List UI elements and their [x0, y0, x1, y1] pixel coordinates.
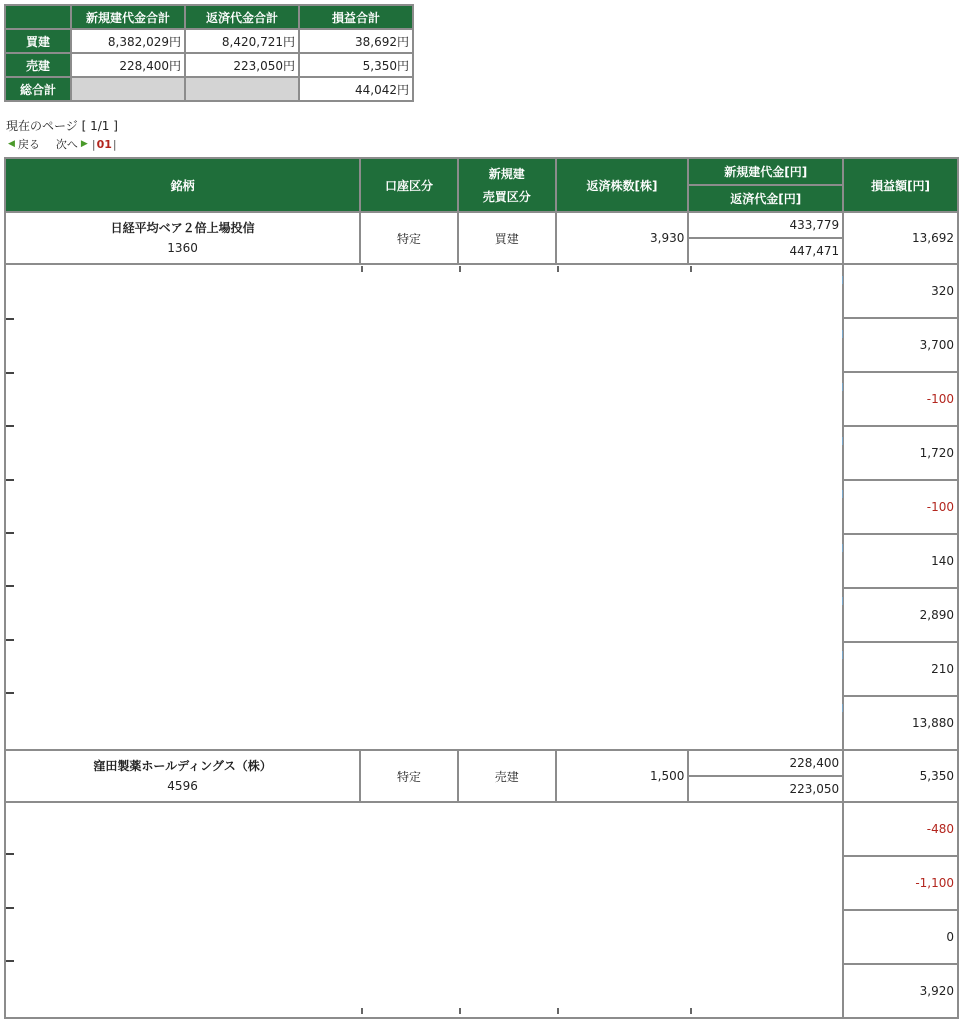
- prev-arrow-icon[interactable]: ◀: [8, 139, 15, 149]
- repay-amount: 223,050: [688, 776, 843, 802]
- pager-separator: |: [91, 137, 96, 151]
- header-side-bottom: 売買区分: [482, 190, 531, 204]
- pager: [8, 136, 117, 152]
- row-marker: [6, 639, 14, 641]
- summary-row-sell: [5, 53, 413, 77]
- column-tick: [361, 266, 363, 272]
- column-tick: [557, 266, 559, 272]
- row-marker: [6, 372, 14, 374]
- account-type: 特定: [360, 212, 458, 264]
- row-marker: [6, 960, 14, 962]
- trade-side: 買建: [458, 212, 556, 264]
- column-tick: [557, 1008, 559, 1014]
- column-tick: [459, 1008, 461, 1014]
- new-amount: 228,400: [688, 750, 843, 776]
- cell-marker: [842, 490, 843, 498]
- position-row: [5, 212, 958, 238]
- table-header-row: [5, 158, 958, 185]
- header-pl: 損益額[円]: [843, 158, 958, 212]
- repay-amount: 447,471: [688, 238, 843, 264]
- detail-pl: 210: [843, 642, 958, 696]
- summary-new-total: 8,382,029円: [71, 29, 185, 53]
- cell-marker: [842, 330, 843, 338]
- row-marker: [6, 479, 14, 481]
- summary-grand-blank: [71, 77, 185, 101]
- summary-row-label: 買建: [5, 29, 71, 53]
- summary-pl-total: 5,350円: [299, 53, 413, 77]
- cell-marker: [842, 383, 843, 391]
- detail-area: [5, 802, 843, 1018]
- header-stock: 銘柄: [5, 158, 360, 212]
- column-tick: [459, 266, 461, 272]
- detail-pl: -480: [843, 802, 958, 856]
- row-marker: [6, 853, 14, 855]
- detail-pl: 0: [843, 910, 958, 964]
- summary-header-new-total: 新規建代金合計: [71, 5, 185, 29]
- stock-code: 1360: [167, 241, 198, 255]
- summary-grand-blank: [185, 77, 299, 101]
- summary-header-repay-total: 返済代金合計: [185, 5, 299, 29]
- header-account: 口座区分: [360, 158, 458, 212]
- trade-side: 売建: [458, 750, 556, 802]
- summary-header-row: [5, 5, 413, 29]
- cell-marker: [842, 704, 843, 712]
- detail-pl: 1,720: [843, 426, 958, 480]
- cell-marker: [842, 437, 843, 445]
- header-new-amount: 新規建代金[円]: [688, 158, 843, 185]
- header-side: [458, 158, 556, 212]
- stock-cell: [5, 212, 360, 264]
- detail-pl: -100: [843, 372, 958, 426]
- detail-pl: 2,890: [843, 588, 958, 642]
- detail-pl: 13,880: [843, 696, 958, 750]
- profit-loss: 5,350: [843, 750, 958, 802]
- summary-pl-total: 38,692円: [299, 29, 413, 53]
- positions-table: [4, 157, 959, 1019]
- account-type: 特定: [360, 750, 458, 802]
- header-side-top: 新規建: [488, 167, 525, 181]
- cell-marker: [842, 544, 843, 552]
- column-tick: [690, 266, 692, 272]
- next-arrow-icon[interactable]: ▶: [80, 139, 88, 149]
- header-repay-amount: 返済代金[円]: [688, 185, 843, 212]
- detail-area: [5, 264, 843, 750]
- detail-pl: -1,100: [843, 856, 958, 910]
- detail-row: [5, 802, 958, 856]
- repay-qty: 3,930: [556, 212, 689, 264]
- summary-header-blank: [5, 5, 71, 29]
- stock-name[interactable]: 窪田製薬ホールディングス（株）: [93, 759, 272, 773]
- prev-page-link[interactable]: 戻る: [17, 138, 40, 151]
- profit-loss: 13,692: [843, 212, 958, 264]
- pager-separator: |: [112, 137, 117, 151]
- row-marker: [6, 318, 14, 320]
- detail-pl: 140: [843, 534, 958, 588]
- page-indicator: 現在のページ [ 1/1 ]: [6, 119, 118, 133]
- summary-table: [4, 4, 414, 102]
- detail-row: [5, 264, 958, 318]
- position-row: [5, 750, 958, 776]
- column-tick: [690, 1008, 692, 1014]
- detail-pl: 3,700: [843, 318, 958, 372]
- column-tick: [361, 1008, 363, 1014]
- summary-row-grand: [5, 77, 413, 101]
- cell-marker: [842, 651, 843, 659]
- stock-code: 4596: [167, 779, 198, 793]
- summary-row-label: 売建: [5, 53, 71, 77]
- row-marker: [6, 692, 14, 694]
- row-marker: [6, 425, 14, 427]
- row-marker: [6, 907, 14, 909]
- summary-row-buy: [5, 29, 413, 53]
- next-page-link[interactable]: 次へ: [55, 138, 78, 151]
- detail-pl: -100: [843, 480, 958, 534]
- new-amount: 433,779: [688, 212, 843, 238]
- stock-cell: [5, 750, 360, 802]
- summary-repay-total: 223,050円: [185, 53, 299, 77]
- row-marker: [6, 532, 14, 534]
- summary-grand-label: 総合計: [5, 77, 71, 101]
- summary-repay-total: 8,420,721円: [185, 29, 299, 53]
- current-page-number: 01: [96, 137, 112, 151]
- row-marker: [6, 585, 14, 587]
- detail-pl: 3,920: [843, 964, 958, 1018]
- header-qty: 返済株数[株]: [556, 158, 689, 212]
- summary-new-total: 228,400円: [71, 53, 185, 77]
- detail-pl: 320: [843, 264, 958, 318]
- summary-grand-pl-total: 44,042円: [299, 77, 413, 101]
- stock-name[interactable]: 日経平均ベア２倍上場投信: [110, 221, 255, 235]
- cell-marker: [842, 276, 843, 284]
- summary-header-pl-total: 損益合計: [299, 5, 413, 29]
- repay-qty: 1,500: [556, 750, 689, 802]
- cell-marker: [842, 597, 843, 605]
